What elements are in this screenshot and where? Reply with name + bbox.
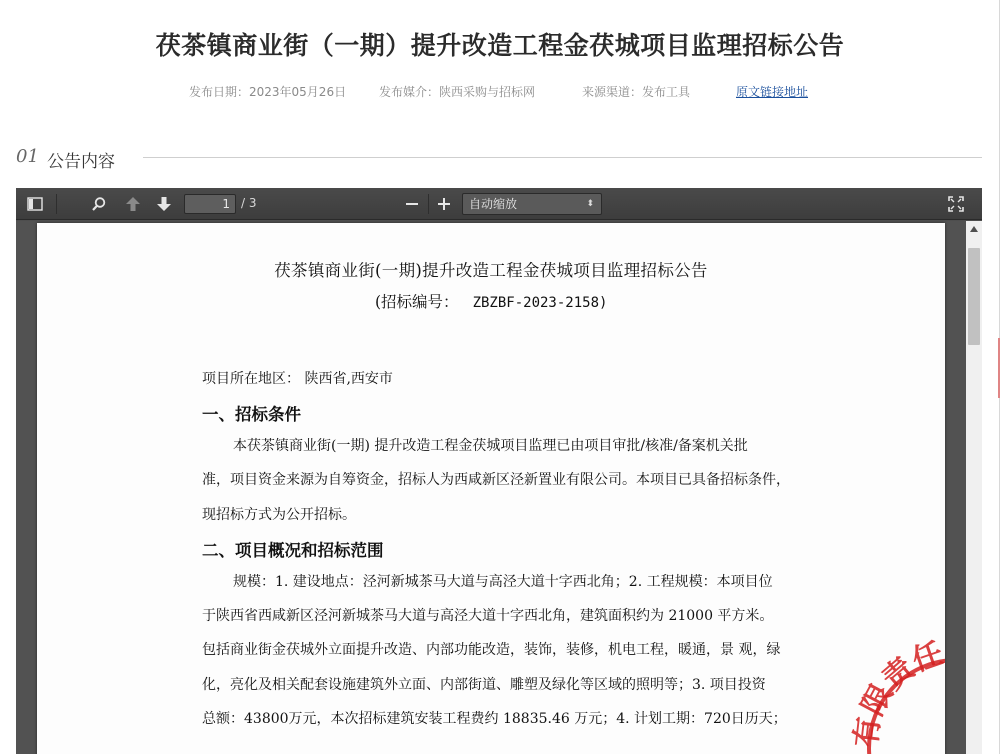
triangle-up-icon [970,226,978,232]
tender-code-value: ZBZBF-2023-2158) [472,295,608,311]
sidebar-toggle-icon [27,197,43,211]
pdf-page [37,223,948,754]
scroll-up-button[interactable] [966,221,982,237]
pdf-viewer [16,188,982,754]
paragraph-line: 规模：1. 建设地点：泾河新城茶马大道与高泾大道十字西北角；2. 工程规模：本项目位 [233,574,773,590]
page-count: / 3 [241,196,257,210]
announcement-meta [0,83,1000,99]
section-heading-2: 二、项目概况和招标范围 [202,541,384,560]
company-seal-stamp [837,628,948,754]
arrow-down-icon [156,196,172,212]
paragraph-line: 于陕西省西咸新区泾河新城茶马大道与高泾大道十字西北角，建筑面积约为 21000 平方米。 [202,608,774,624]
sidebar-toggle-button[interactable] [22,192,48,216]
publish-date: 发布日期：2023年05月26日 [189,85,347,99]
search-icon [91,196,107,212]
section-divider [143,157,982,158]
section-heading-1: 一、招标条件 [202,405,301,424]
paragraph-line: 现招标方式为公开招标。 [202,507,356,523]
zoom-select[interactable] [462,193,602,215]
document-title: 茯茶镇商业街(一期)提升改造工程金茯城项目监理招标公告 [274,261,708,280]
publish-media: 发布媒介：陕西采购与招标网 [379,85,536,99]
original-link[interactable]: 原文链接地址 [736,85,809,99]
paragraph-line: 准，项目资金来源为自筹资金，招标人为西咸新区泾新置业有限公司。本项目已具备招标条件， [202,472,790,488]
section-header [16,145,982,171]
fullscreen-icon [948,196,964,212]
find-button[interactable] [86,192,112,216]
section-title: 公告内容 [47,152,115,172]
minus-icon [405,197,419,211]
paragraph-line: 总额：43800万元，本次招标建筑安装工程费约 18835.46 万元；4. 计划工期：720日历天； [202,711,787,727]
tender-code [375,290,607,312]
page-title: 茯茶镇商业街（一期）提升改造工程金茯城项目监理招标公告 [155,31,845,60]
pdf-toolbar [16,188,982,220]
presentation-mode-button[interactable] [943,192,969,216]
paragraph-line: 化，亮化及相关配套设施建筑外立面、内部街道、雕塑及绿化等区域的照明等；3. 项目投资 [202,677,766,693]
previous-page-button[interactable] [120,192,146,216]
next-page-button[interactable] [151,192,177,216]
zoom-value: 自动缩放 [469,197,518,211]
toolbar-separator [56,194,57,214]
toolbar-separator [428,194,429,214]
svg-text:有限责任: 有限责任 [848,636,948,749]
plus-icon [437,197,451,211]
tender-code-label: (招标编号： [375,293,459,311]
pdf-viewer-container[interactable] [16,221,966,754]
arrow-up-icon [125,196,141,212]
zoom-in-button[interactable] [431,192,457,216]
paragraph-line: 本茯茶镇商业街(一期) 提升改造工程金茯城项目监理已由项目审批/核准/备案机关批 [233,438,748,454]
project-region: 项目所在地区： 陕西省,西安市 [202,371,393,387]
section-number: 01 [16,146,39,167]
scrollbar-thumb[interactable] [968,248,980,345]
page-number-input[interactable]: 1 [184,194,236,214]
vertical-scrollbar[interactable] [966,221,982,754]
paragraph-line: 包括商业街金茯城外立面提升改造、内部功能改造，装饰，装修，机电工程，暖通，景 观，绿 [202,642,781,658]
zoom-out-button[interactable] [399,192,425,216]
select-caret-icon: ⬍ [586,199,594,209]
publish-source: 来源渠道：发布工具 [582,85,691,99]
